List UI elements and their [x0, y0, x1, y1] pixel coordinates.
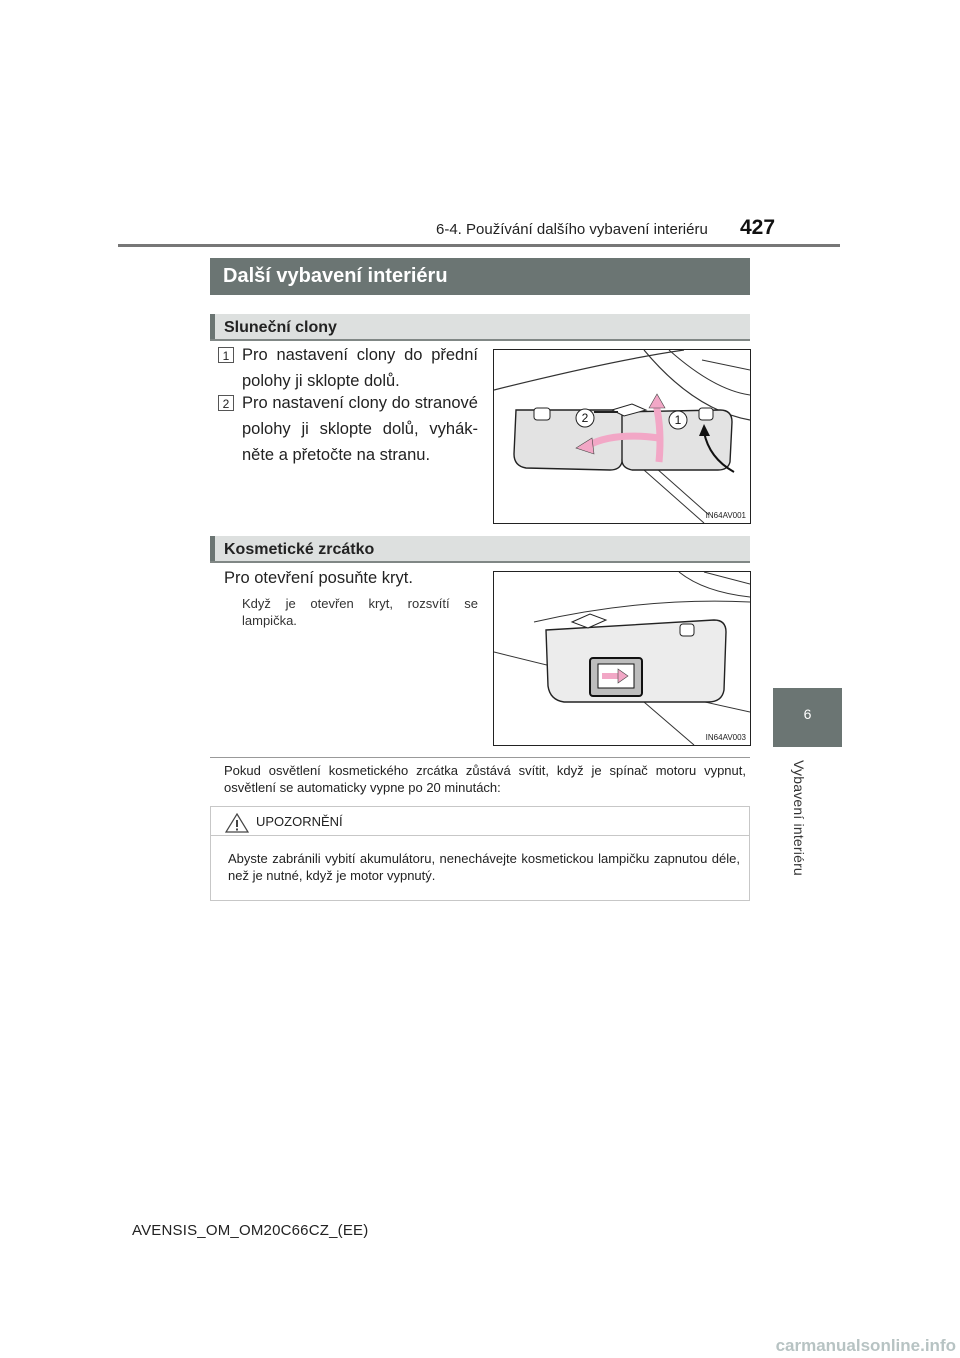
- sun-visor-illustration: [494, 350, 750, 523]
- warning-divider: [211, 835, 749, 836]
- warning-text: Abyste zabránili vybití akumulátoru, nenechávejte kosmetickou lampičku zapnutou déle, než je nutné, když je motor vypnutý.: [228, 851, 740, 883]
- heading-accent: [210, 314, 215, 339]
- heading-accent: [210, 536, 215, 561]
- callout-1: 1: [674, 413, 682, 427]
- chapter-tab-number: 6: [803, 706, 812, 722]
- mirror-instruction: Pro otevření posuňte kryt.: [224, 569, 413, 587]
- step-number-1: 1: [218, 347, 234, 363]
- warning-triangle-icon: [225, 813, 249, 833]
- callout-2: 2: [581, 411, 589, 425]
- page-number: 427: [740, 216, 776, 239]
- subsection-heading-text: Kosmetické zrcátko: [224, 541, 375, 558]
- subsection-heading-sun-visors: [210, 314, 750, 341]
- document-footer-code: AVENSIS_OM_OM20C66CZ_(EE): [132, 1222, 369, 1239]
- subsection-heading-vanity-mirror: [210, 536, 750, 563]
- running-header-section: 6-4. Používání dalšího vybavení interiéru: [436, 221, 708, 238]
- note-text: Pokud osvětlení kosmetického zrcátka zůstává svítit, když je spínač motoru vypnut, osvětlení se automaticky vypne po 20 minutách:: [224, 763, 746, 795]
- vanity-mirror-illustration: [494, 572, 750, 745]
- mirror-sub-note: Když je otevřen kryt, rozsvítí se lampička.: [242, 596, 478, 628]
- warning-title: UPOZORNĚNÍ: [256, 814, 343, 829]
- header-rule: [118, 244, 840, 247]
- step-number-2: 2: [218, 395, 234, 411]
- vanity-mirror-figure: [493, 571, 751, 746]
- figure-code: IN64AV003: [705, 733, 746, 742]
- watermark: carmanualsonline.info: [775, 1336, 956, 1355]
- subsection-heading-text: Sluneční clony: [224, 319, 337, 336]
- sun-visor-figure: [493, 349, 751, 524]
- step-text-1: Pro nastavení clony do přední polohy ji sklopte dolů.: [242, 346, 478, 390]
- section-title: Další vybavení interiéru: [210, 258, 750, 295]
- figure-code: IN64AV001: [705, 511, 746, 520]
- chapter-tab-label: Vybavení interiéru: [791, 760, 807, 876]
- warning-box: [210, 806, 750, 901]
- note-rule: [210, 757, 750, 758]
- step-text-2: Pro nastavení clony do stranové polohy ji sklopte dolů, vyhákněte a přetočte na stranu.: [242, 394, 478, 464]
